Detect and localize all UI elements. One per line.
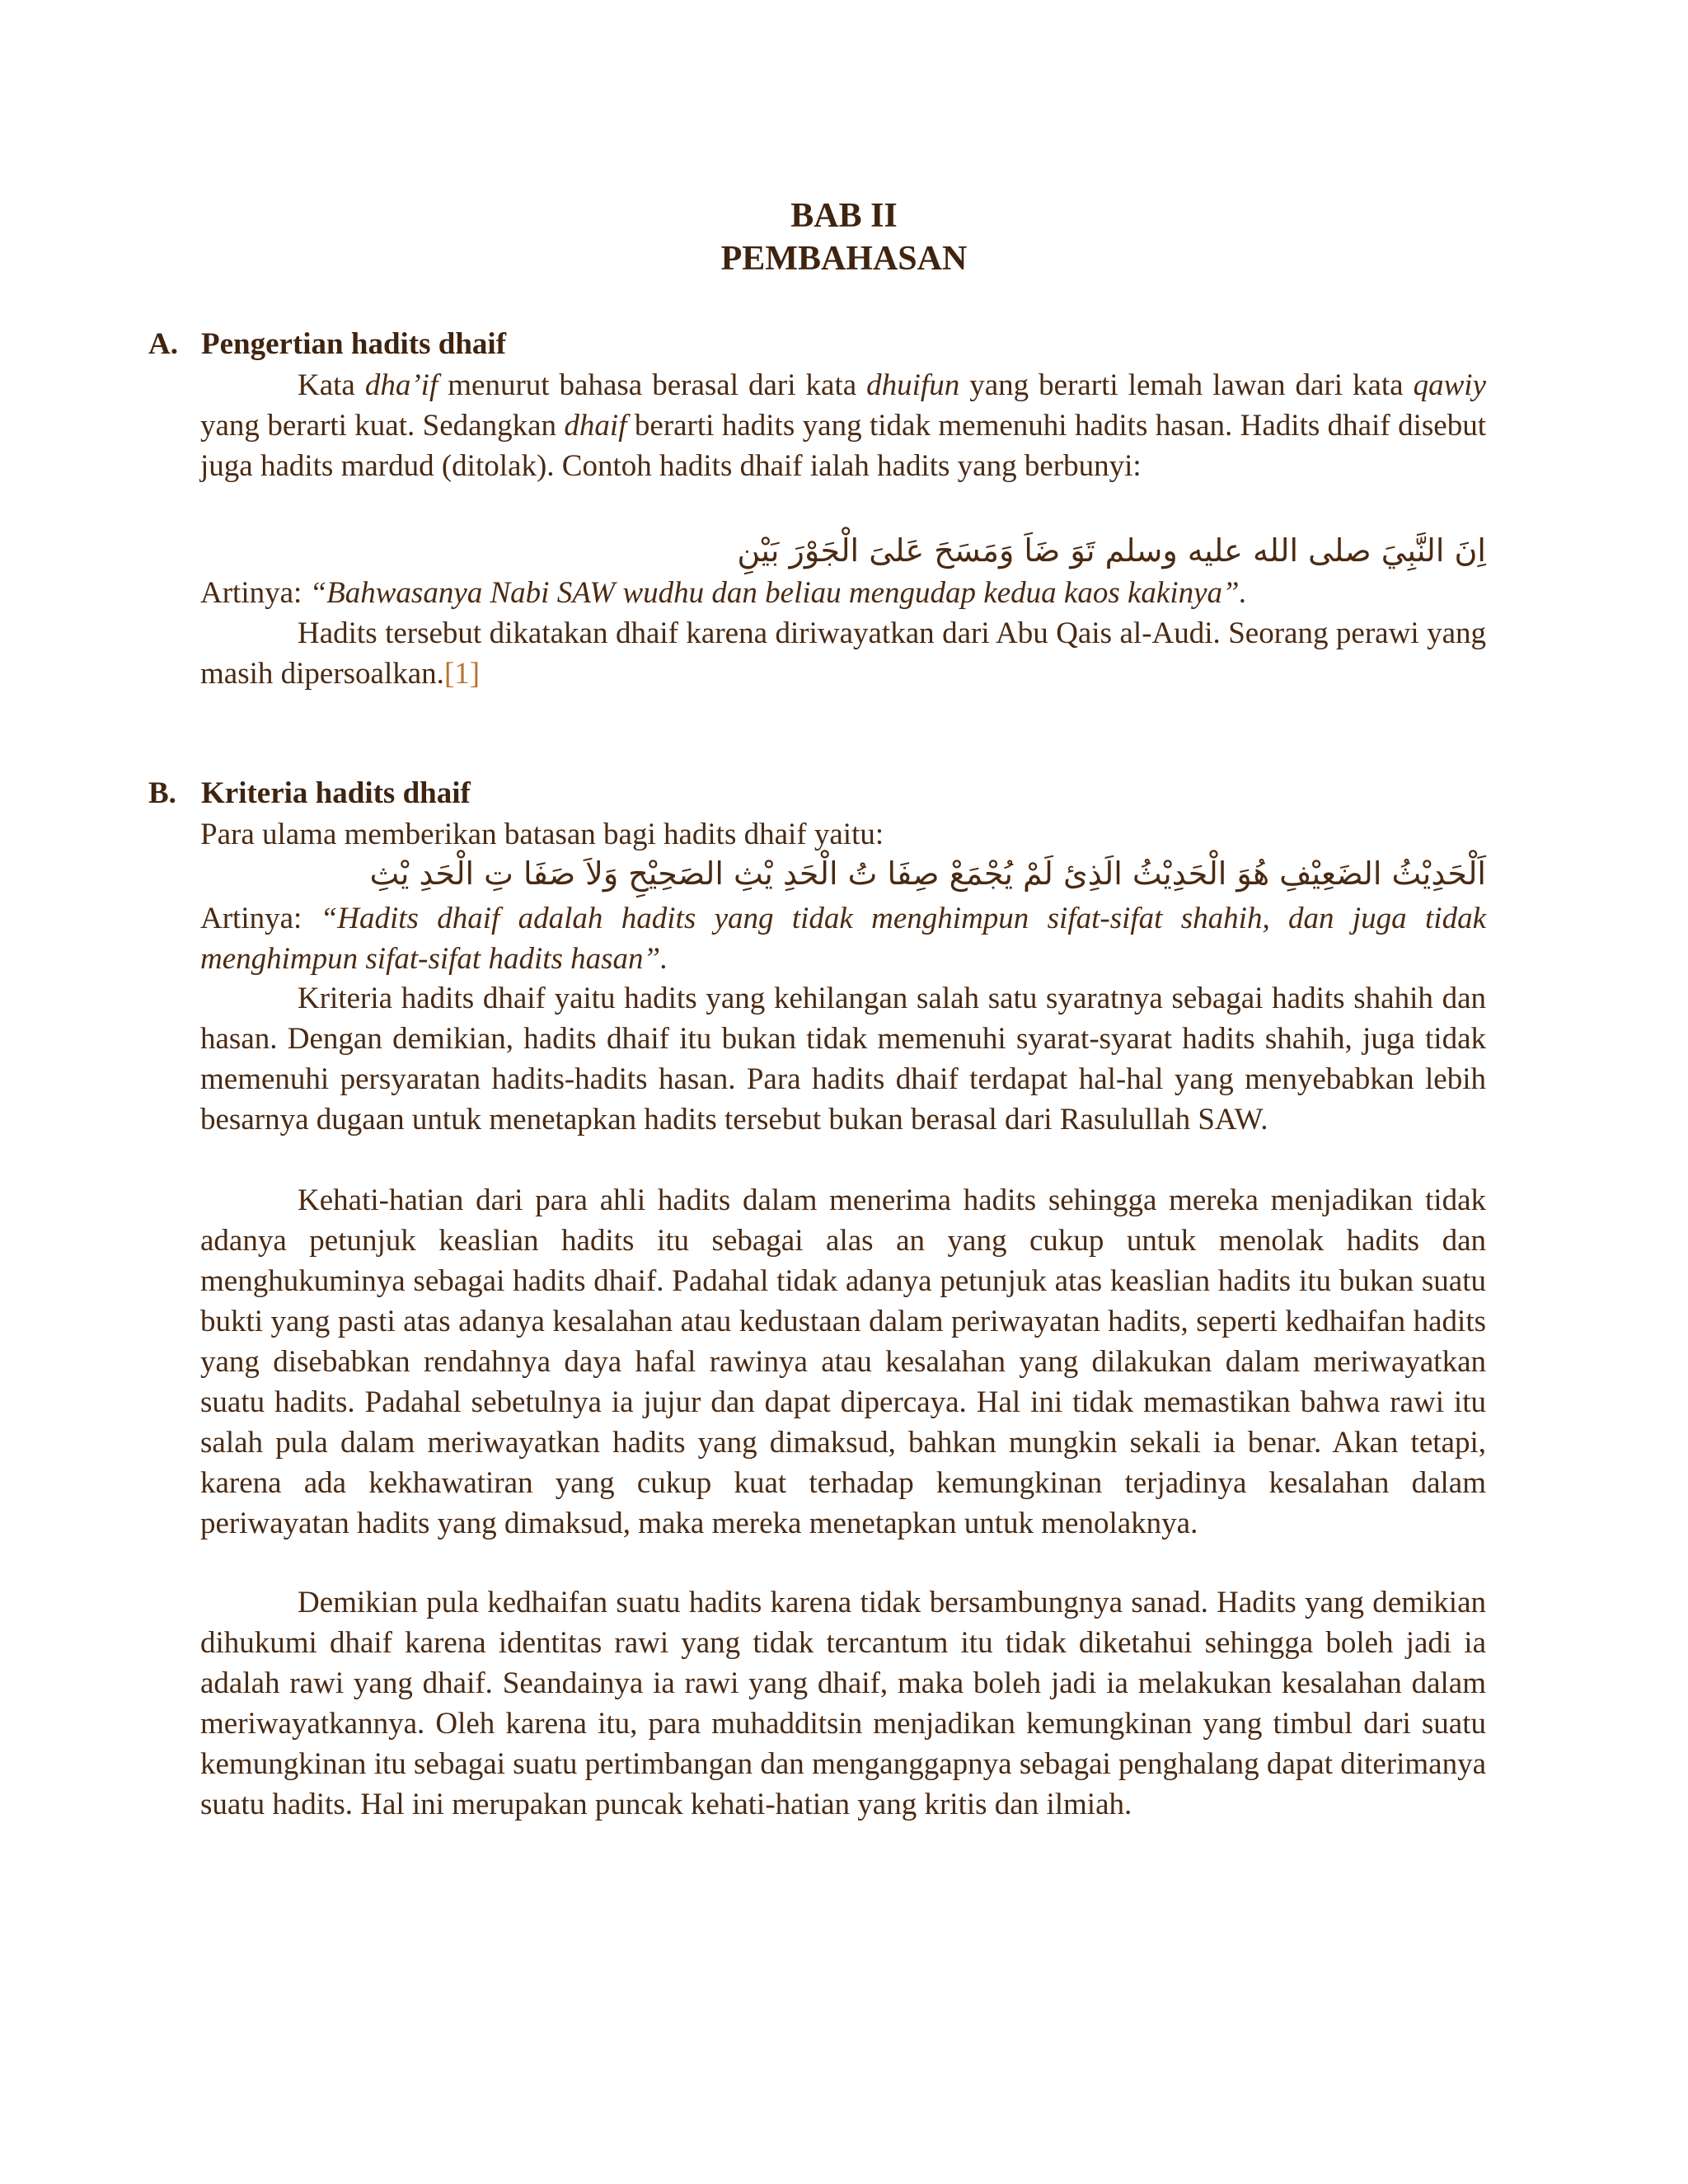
section-b-intro: Para ulama memberikan batasan bagi hadits dhaif yaitu: xyxy=(200,818,884,851)
chapter-title: PEMBAHASAN xyxy=(720,240,968,278)
chapter-number: BAB II xyxy=(790,197,898,235)
section-b-heading xyxy=(148,774,471,813)
artinya-label: Artinya: xyxy=(200,902,302,935)
section-b-paragraph-3: Demikian pula kedhaifan suatu hadits karena tidak bersambungnya sanad. Hadits yang demikian dihukumi dhaif karena identitas rawi yang tidak tercantum itu tidak diketahui sehingga boleh jadi ia adalah rawi yang dhaif. Seandainya ia rawi yang dhaif, maka boleh jadi ia melakukan kesalahan dalam meriwayatkannya. Oleh karena itu, para muhadditsin menjadikan kemungkinan yang timbul dari suatu kemungkinan itu sebagai suatu pertimbangan dan menganggapnya sebagai penghalang dapat diterimanya suatu hadits. Hal ini merupakan puncak kehati-hatian yang kritis dan ilmiah. xyxy=(200,1586,1486,1821)
section-a-paragraph-1: Kata dha’if menurut bahasa berasal dari kata dhuifun yang berarti lemah lawan dari kata qawiy yang berarti kuat. Sedangkan dhaif berarti hadits yang tidak memenuhi hadits hasan. Hadits dhaif disebut juga hadits mardud (ditolak). Contoh hadits dhaif ialah hadits yang berbunyi: xyxy=(200,368,1486,483)
section-b-title: Kriteria hadits dhaif xyxy=(201,776,471,810)
section-a-paragraph-2: Hadits tersebut dikatakan dhaif karena diriwayatkan dari Abu Qais al-Audi. Seorang perawi yang masih dipersoalkan.[1] xyxy=(200,616,1486,691)
section-a-title: Pengertian hadits dhaif xyxy=(201,327,507,361)
section-a-arabic-text: اِنَ النَّبِيَ صلى الله عليه وسلم تَوَ ضَاَ وَمَسَحَ عَلىَ الْجَوْرَ بَيْنِ xyxy=(737,532,1486,569)
section-b-translation xyxy=(200,898,1486,979)
section-a-heading xyxy=(148,325,506,364)
artinya-text: “Hadits dhaif adalah hadits yang tidak menghimpun sifat-sifat shahih, dan juga tidak menghimpun sifat-sifat hadits hasan”. xyxy=(200,902,1486,976)
section-a-translation xyxy=(200,573,1486,613)
section-a-letter: A. xyxy=(148,327,178,361)
artinya-label: Artinya: xyxy=(200,576,302,610)
section-b-paragraph-2: Kehati-hatian dari para ahli hadits dalam menerima hadits sehingga mereka menjadikan tidak adanya petunjuk keaslian hadits itu sebagai alas an yang cukup untuk menolak hadits dan menghukuminya sebagai hadits dhaif. Padahal tidak adanya petunjuk atas keaslian hadits itu bukan suatu bukti yang pasti atas adanya kesalahan atau kedustaan dalam periwayatan hadits, seperti kedhaifan hadits yang disebabkan rendahnya daya hafal rawinya atau kesalahan yang dilakukan dalam meriwayatkan suatu hadits. Padahal sebetulnya ia jujur dan dapat dipercaya. Hal ini tidak memastikan bahwa rawi itu salah pula dalam meriwayatkan hadits yang dimaksud, bahkan mungkin sekali ia benar. Akan tetapi, karena ada kekhawatiran yang cukup kuat terhadap kemungkinan terjadinya kesalahan dalam periwayatan hadits yang dimaksud, maka mereka menetapkan untuk menolaknya. xyxy=(200,1183,1486,1540)
section-b-arabic-text: اَلْحَدِيْثُ الضَعِيْفِ هُوَ الْحَدِيْثُ الَذِئ لَمْ يُجْمَعْ صِفَا تُ الْحَدِ يْثِ الصَحِيْحِ وَلاَ صَفَا تِ الْحَدِ يْثِ xyxy=(369,855,1486,892)
section-b-letter: B. xyxy=(148,776,176,810)
footnote-link[interactable]: [1] xyxy=(443,657,481,691)
artinya-text: “Bahwasanya Nabi SAW wudhu dan beliau mengudap kedua kaos kakinya”. xyxy=(309,576,1247,610)
section-b-paragraph-1: Kriteria hadits dhaif yaitu hadits yang kehilangan salah satu syaratnya sebagai hadits shahih dan hasan. Dengan demikian, hadits dhaif itu bukan tidak memenuhi syarat-syarat hadits shahih, juga tidak memenuhi persyaratan hadits-hadits hasan. Para hadits dhaif terdapat hal-hal yang menyebabkan lebih besarnya dugaan untuk menetapkan hadits tersebut bukan berasal dari Rasulullah SAW. xyxy=(200,982,1486,1137)
